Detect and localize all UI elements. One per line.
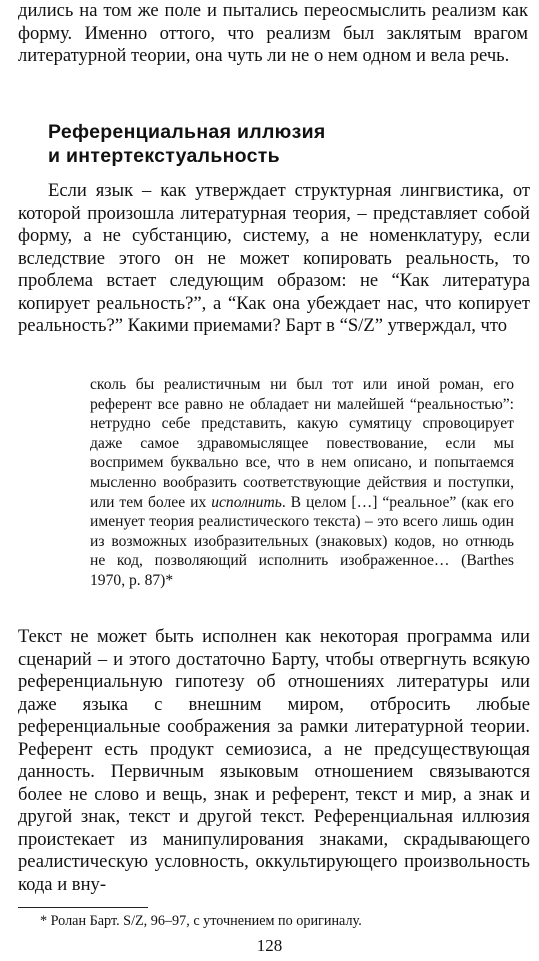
after-quote-paragraph: Текст не может быть исполнен как некоторая программа или сценарий – и этого достаточно Барту, чтобы отвергнуть всякую референциальную гипотезу об отношениях литературы или даже языка с внешним миром, отбросить любые референциальные соображения за рамки литературной теории. Референт есть продукт семиозиса, а не предсуществующая данность. Первичным языковым отношением связываются более не слово и вещь, знак и референт, текст и мир, а знак и другой знак, текст и другой текст. Референциальная иллюзия проистекает из манипулирования знаками, скрадывающего реалистическую условность, оккультирующего произвольность кода и вну-	[18, 626, 530, 895]
barthes-quote	[90, 375, 514, 591]
section-heading-line-2: и интертекстуальность	[48, 145, 280, 167]
footnote: * Ролан Барт. S/Z, 96–97, с уточнением по оригиналу.	[40, 913, 362, 929]
main-paragraph: Если язык – как утверждает структурная лингвистика, от которой произошла литературная теория, – представляет собой форму, а не субстанцию, систему, а не номенклатуру, если вследствие этого он не может копировать реальность, то проблема встает следующим образом: не “Как литература копирует реальность?”, а “Как она убеждает нас, что копирует реальность?” Какими приемами? Барт в “S/Z” утверждал, что	[18, 180, 530, 336]
section-heading-line-1: Референциальная иллюзия	[48, 121, 326, 143]
page-number: 128	[256, 936, 283, 955]
footnote-rule	[18, 907, 148, 908]
quote-emphasis: исполнить	[211, 493, 282, 511]
intro-paragraph: дились на том же поле и пытались переосмыслить реализм как форму. Именно оттого, что реализм был заклятым врагом литературной теории, она чуть ли не о нем одном и вела речь.	[18, 0, 528, 66]
quote-part-1: сколь бы реалистичным ни был тот или иной роман, его референт все равно не обладает ни малейшей “реальностью”: нетрудно себе представить, какую сумятицу спровоцирует даже самое здравомыслящее повествование, если мы воспримем буквально все, что в нем описано, и попытаемся мысленно вообразить соответствующие действия и поступки, или тем более их	[90, 376, 514, 511]
quote-part-2: . В целом […] “реальное” (как его именует теория реалистического текста) – это всего лишь один из возможных изобразительных (знаковых) кодов, но отнюдь не код, позволяющий исполнить изображенное… (Barthes 1970, p. 87)*	[90, 493, 514, 589]
section-heading	[48, 120, 518, 168]
